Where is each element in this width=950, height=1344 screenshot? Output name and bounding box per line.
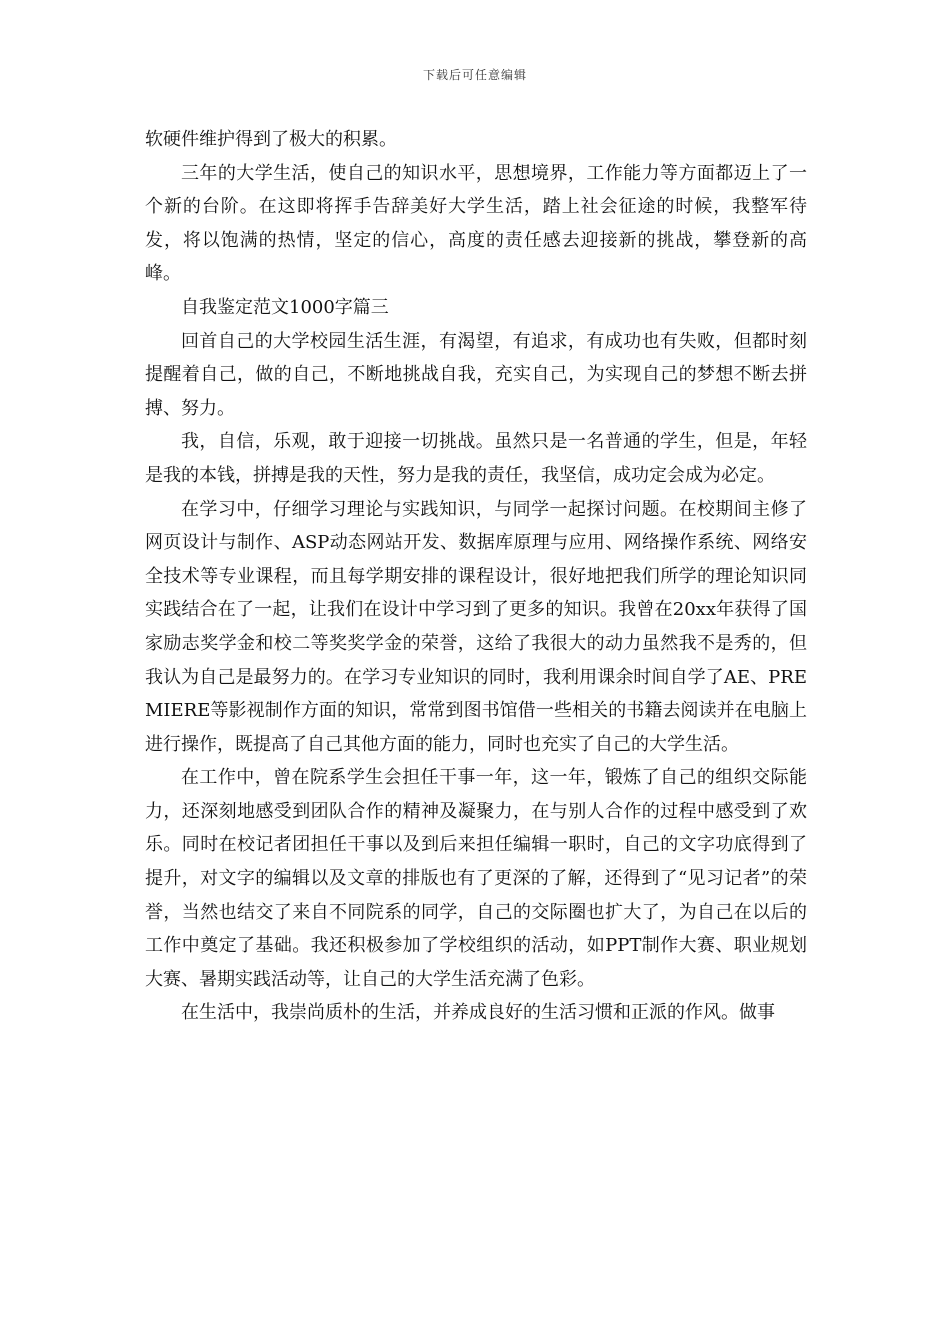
- paragraph-work: 在工作中，曾在院系学生会担任干事一年，这一年，锻炼了自己的组织交际能力，还深刻地感受到团队合作的精神及凝聚力，在与别人合作的过程中感受到了欢乐。同时在校记者团担任干事以及到后来担任编辑一职时，自己的文字功底得到了提升，对文字的编辑以及文章的排版也有了更深的了解，还得到了“见习记者”的荣誉，当然也结交了来自不同院系的同学，自己的交际圈也扩大了，为自己在以后的工作中奠定了基础。我还积极参加了学校组织的活动，如PPT制作大赛、职业规划大赛、暑期实践活动等，让自己的大学生活充满了色彩。: [145, 767, 807, 990]
- paragraph-review: 回首自己的大学校园生活生涯，有渴望，有追求，有成功也有失败，但都时刻提醒着自己，做的自己，不断地挑战自我，充实自己，为实现自己的梦想不断去拼搏、努力。: [145, 330, 807, 419]
- paragraph-life: 在生活中，我崇尚质朴的生活，并养成良好的生活习惯和正派的作风。做事: [181, 1002, 775, 1024]
- paragraph-continuation: 软硬件维护得到了极大的积累。: [145, 129, 397, 150]
- paragraph-study: 在学习中，仔细学习理论与实践知识，与同学一起探讨问题。在校期间主修了网页设计与制作、ASP动态网站开发、数据库原理与应用、网络操作系统、网络安全技术等专业课程，而且每学期安排的课程设计，很好地把我们所学的理论知识同实践结合在了一起，让我们在设计中学习到了更多的知识。我曾在20xx年获得了国家励志奖学金和校二等奖奖学金的荣誉，这给了我很大的动力虽然我不是秀的，但我认为自己是最努力的。在学习专业知识的同时，我利用课余时间自学了AE、PREMIERE等影视制作方面的知识，常常到图书馆借一些相关的书籍去阅读并在电脑上进行操作，既提高了自己其他方面的能力，同时也充实了自己的大学生活。: [145, 498, 807, 755]
- paragraph-summary: 三年的大学生活，使自己的知识水平，思想境界，工作能力等方面都迈上了一个新的台阶。在这即将挥手告辞美好大学生活，踏上社会征途的时候，我整军待发，将以饱满的热情，坚定的信心，高度的责任感去迎接新的挑战，攀登新的高峰。: [145, 162, 807, 285]
- paragraph-confidence: 我，自信，乐观，敢于迎接一切挑战。虽然只是一名普通的学生，但是，年轻是我的本钱，拼搏是我的天性，努力是我的责任，我坚信，成功定会成为必定。: [145, 431, 807, 486]
- section-heading: 自我鉴定范文1000字篇三: [181, 296, 389, 318]
- document-body: [145, 123, 807, 1030]
- page-header: 下载后可任意编辑: [422, 68, 527, 82]
